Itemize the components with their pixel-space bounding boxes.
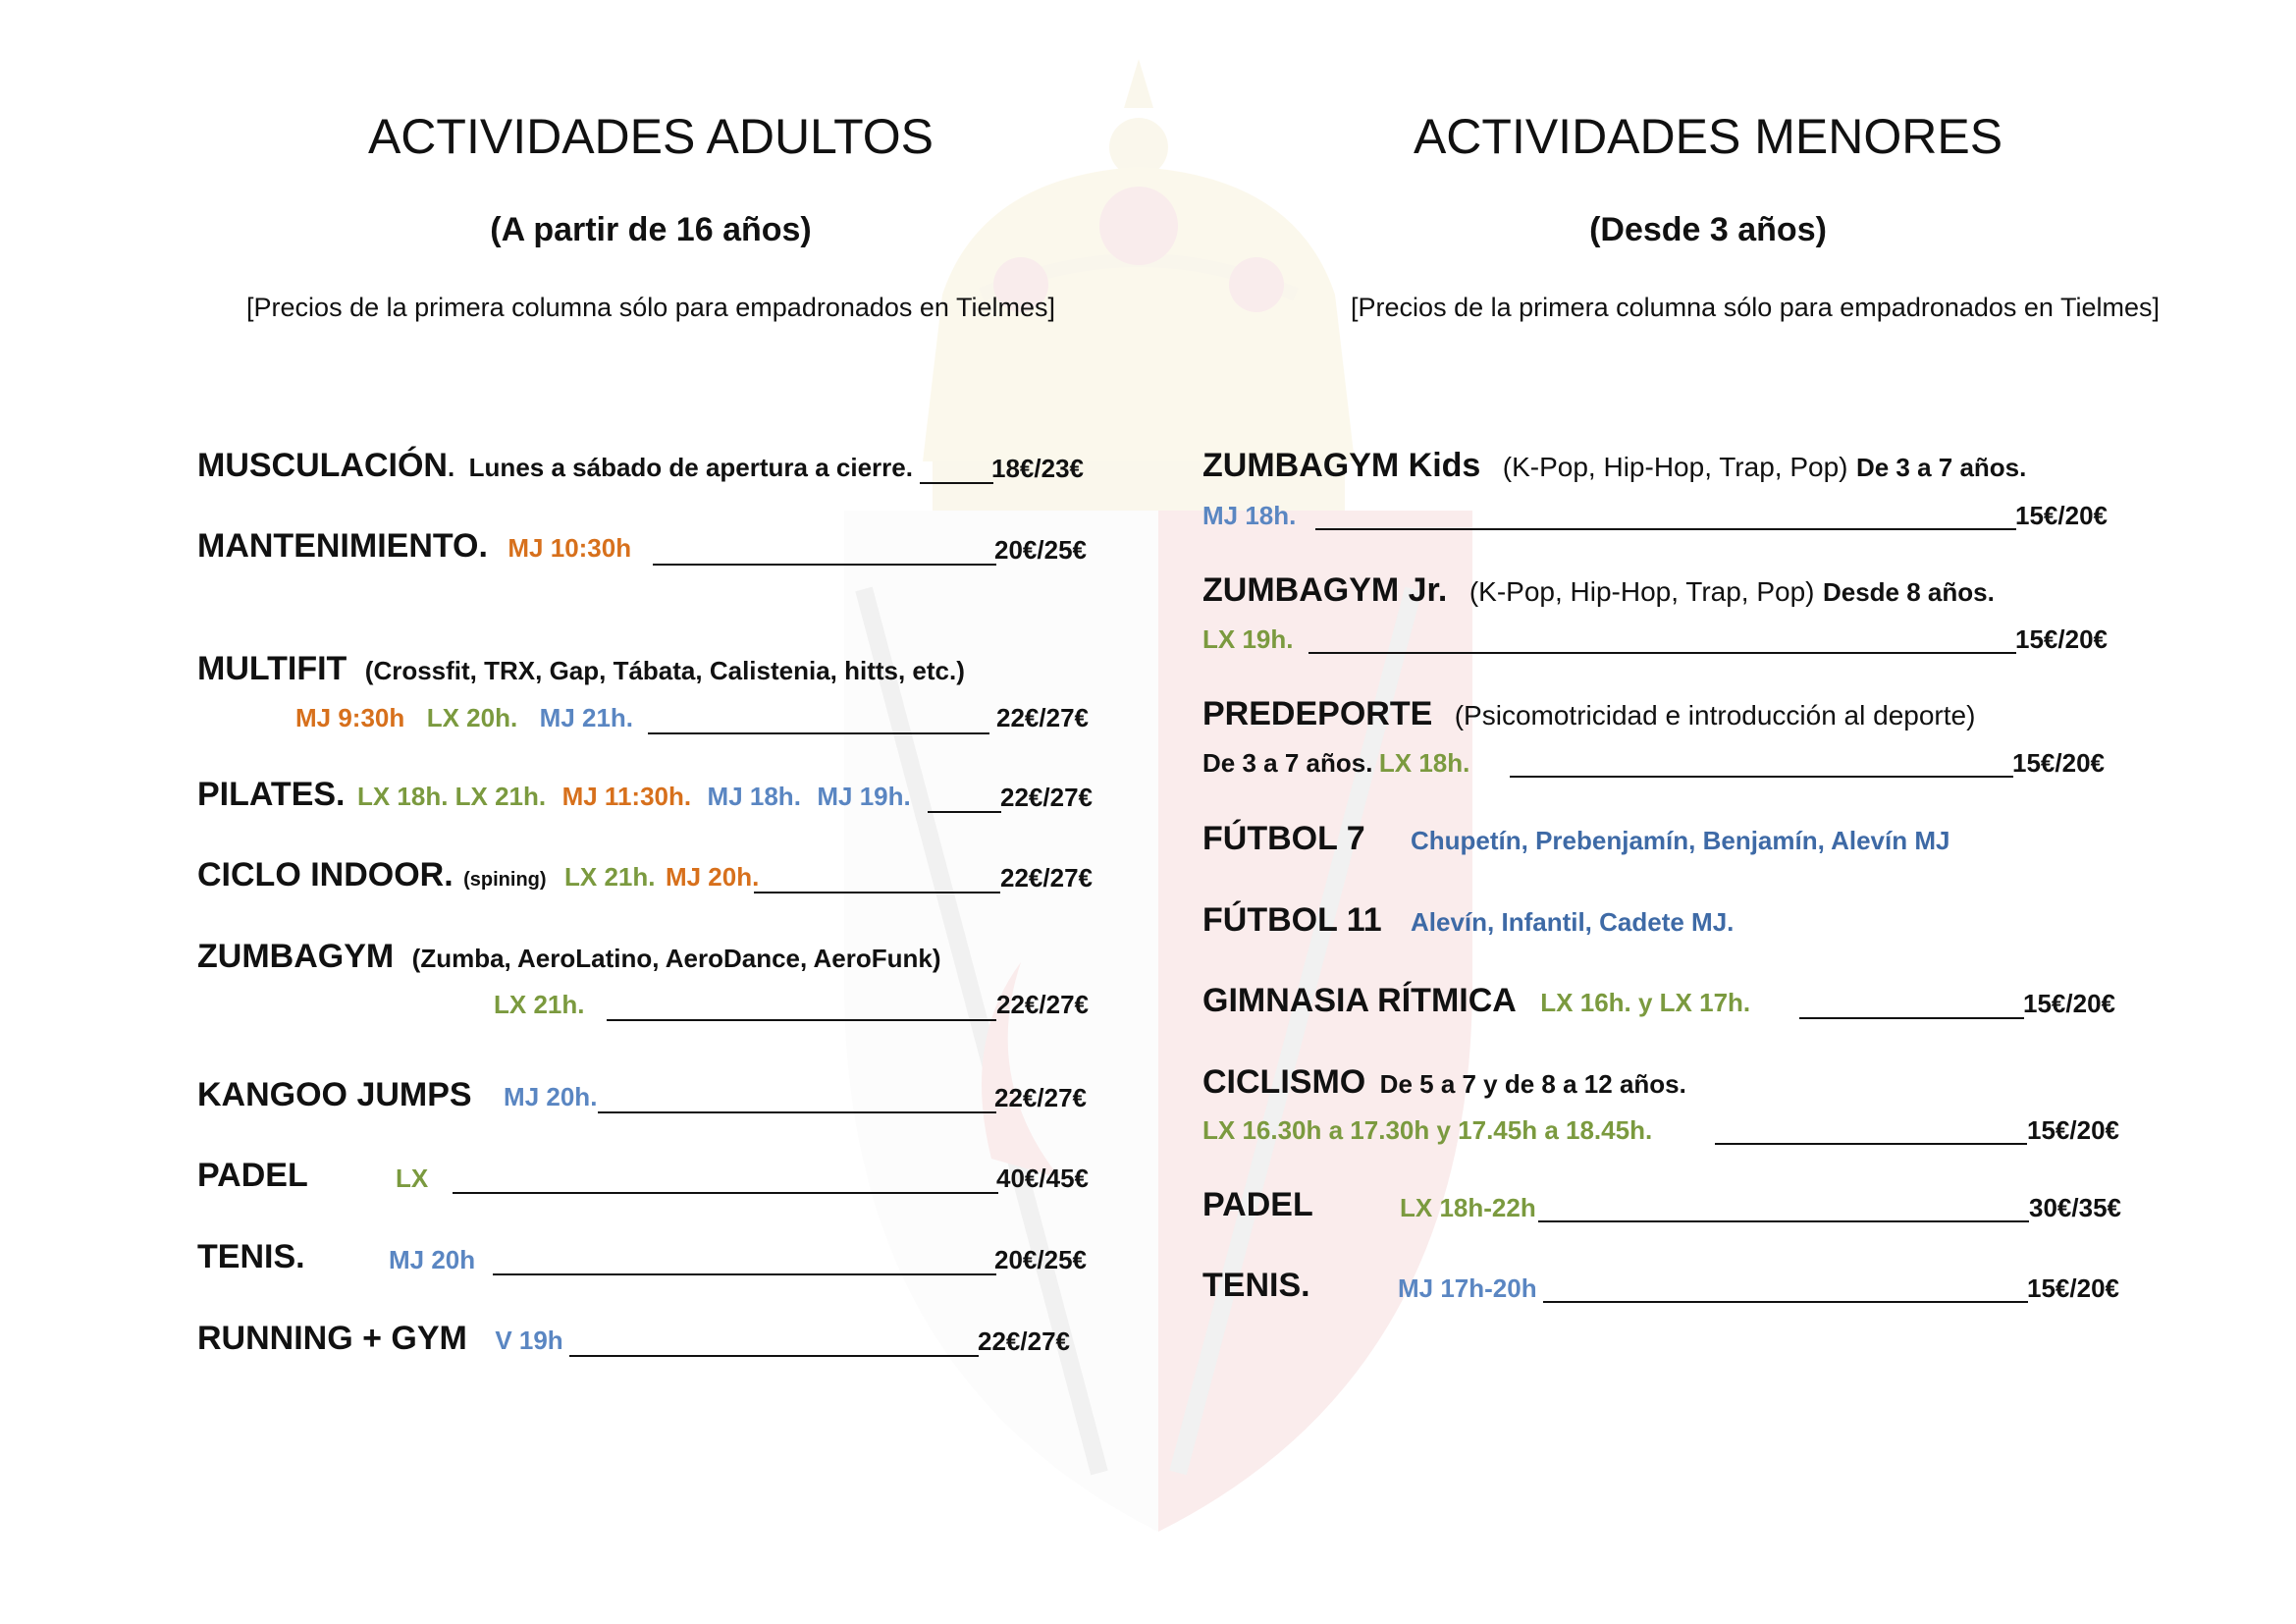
zumbagym-row (197, 938, 940, 976)
ciclismo-row (1202, 1063, 1686, 1102)
zkids-schedule: MJ 18h. (1202, 501, 1297, 530)
pilates-name: PILATES. (197, 776, 346, 813)
zumbagym-desc: (Zumba, AeroLatino, AeroDance, AeroFunk) (411, 944, 941, 973)
ciclo-price: 22€/27€ (1000, 863, 1093, 893)
tenis-menores-line (1543, 1301, 2028, 1303)
zumbagym-name: ZUMBAGYM (197, 938, 395, 975)
tenis-name: TENIS. (197, 1238, 305, 1275)
zjr-line (1308, 652, 2016, 654)
gimnasia-name: GIMNASIA RÍTMICA (1202, 982, 1517, 1019)
tenis-menores-price: 15€/20€ (2027, 1273, 2119, 1303)
padel-name: PADEL (197, 1157, 308, 1194)
tenis-menores-schedule: MJ 17h-20h (1398, 1273, 1537, 1303)
mantenimiento-name: MANTENIMIENTO. (197, 527, 488, 565)
menores-title: ACTIVIDADES MENORES (1413, 109, 2003, 164)
musculacion-price: 18€/23€ (991, 454, 1084, 483)
gimnasia-row (1202, 982, 1750, 1020)
futbol7-cats: Chupetín, Prebenjamín, Benjamín, Alevín MJ (1411, 826, 1950, 855)
ciclo-small: (spining) (463, 869, 547, 891)
musculacion-line (920, 482, 993, 484)
zumbagym-line (607, 1019, 996, 1021)
zkids-line (1315, 528, 2016, 530)
multifit-line (648, 732, 989, 734)
adultos-title: ACTIVIDADES ADULTOS (367, 109, 934, 164)
zjr-schedule: LX 19h. (1202, 624, 1294, 654)
zkids-desc: (K-Pop, Hip-Hop, Trap, Pop) (1502, 452, 1848, 482)
kangoo-row (197, 1076, 597, 1114)
musculacion-desc: Lunes a sábado de apertura a cierre. (468, 453, 913, 482)
padel-menores-row (1202, 1186, 1313, 1224)
tenis-menores-name: TENIS. (1202, 1267, 1310, 1304)
gimnasia-s1: LX 16h. y LX 17h. (1540, 988, 1751, 1017)
pilates-line (928, 811, 1001, 813)
kangoo-price: 22€/27€ (994, 1083, 1087, 1112)
tenis-row (197, 1238, 305, 1276)
multifit-schedule (295, 703, 633, 733)
ciclismo-line (1715, 1143, 2027, 1145)
menores-note: [Precios de la primera columna sólo para empadronados en Tielmes] (1351, 293, 2160, 322)
ciclo-s1: LX 21h. (564, 862, 656, 892)
menores-age: (Desde 3 años) (1589, 211, 1827, 248)
musculacion-punct: . (447, 453, 455, 482)
multifit-price: 22€/27€ (996, 703, 1089, 732)
mantenimiento-line (653, 564, 996, 566)
zkids-price: 15€/20€ (2015, 501, 2108, 530)
futbol7-name: FÚTBOL 7 (1202, 820, 1365, 857)
zumbagym-schedule: LX 21h. (494, 990, 585, 1019)
ciclo-s2: MJ 20h. (665, 862, 760, 892)
pilates-price: 22€/27€ (1000, 783, 1093, 812)
pilates-row (197, 776, 911, 814)
predeporte-line (1510, 776, 2013, 778)
running-price: 22€/27€ (978, 1326, 1070, 1356)
mantenimiento-price: 20€/25€ (994, 535, 1087, 565)
tenis-line (493, 1273, 996, 1275)
ciclismo-name: CICLISMO (1202, 1063, 1366, 1101)
mantenimiento-row (197, 527, 631, 566)
zjr-age: Desde 8 años. (1822, 577, 1995, 607)
running-row (197, 1320, 563, 1358)
multifit-s3: MJ 21h. (539, 703, 634, 732)
multifit-row (197, 650, 965, 688)
ciclo-line (754, 892, 1000, 893)
padel-menores-schedule: LX 18h-22h (1400, 1193, 1536, 1222)
zjr-name: ZUMBAGYM Jr. (1202, 571, 1448, 609)
multifit-s2: LX 20h. (426, 703, 518, 732)
predeporte-age: De 3 a 7 años. (1202, 748, 1373, 778)
padel-schedule: LX (396, 1164, 429, 1193)
gimnasia-price: 15€/20€ (2023, 989, 2115, 1018)
multifit-desc: (Crossfit, TRX, Gap, Tábata, Calistenia, hitts, etc.) (364, 656, 965, 685)
zjr-row (1202, 571, 1995, 610)
running-s1: V 19h (495, 1326, 563, 1355)
padel-row (197, 1157, 308, 1195)
ciclo-name: CICLO INDOOR. (197, 856, 454, 893)
musculacion-name: MUSCULACIÓN (197, 447, 448, 484)
tenis-schedule: MJ 20h (389, 1245, 476, 1274)
ciclismo-price: 15€/20€ (2027, 1115, 2119, 1145)
predeporte-name: PREDEPORTE (1202, 695, 1433, 732)
padel-line (453, 1192, 998, 1194)
zjr-desc: (K-Pop, Hip-Hop, Trap, Pop) (1468, 576, 1815, 607)
tenis-price: 20€/25€ (994, 1245, 1087, 1274)
predeporte-s1: LX 18h. (1378, 748, 1470, 778)
predeporte-price: 15€/20€ (2012, 748, 2105, 778)
mantenimiento-schedule: MJ 10:30h (507, 533, 632, 563)
ciclismo-schedule: LX 16.30h a 17.30h y 17.45h a 18.45h. (1202, 1115, 1653, 1145)
running-name: RUNNING + GYM (197, 1320, 467, 1357)
futbol11-name: FÚTBOL 11 (1202, 901, 1382, 939)
padel-menores-line (1538, 1220, 2029, 1222)
ciclo-row (197, 856, 759, 894)
multifit-name: MULTIFIT (197, 650, 347, 687)
tenis-menores-row (1202, 1267, 1310, 1305)
running-line (569, 1355, 979, 1357)
predeporte-desc: (Psicomotricidad e introducción al deporte) (1454, 700, 1976, 731)
adultos-note: [Precios de la primera columna sólo para empadronados en Tielmes] (246, 293, 1055, 322)
kangoo-s1: MJ 20h. (504, 1082, 598, 1111)
kangoo-line (598, 1111, 996, 1113)
futbol11-row (1202, 901, 1382, 940)
padel-price: 40€/45€ (996, 1164, 1089, 1193)
pilates-s3: MJ 18h. (707, 782, 801, 811)
zkids-row (1202, 447, 2026, 485)
futbol7-row (1202, 820, 1365, 858)
zkids-name: ZUMBAGYM Kids (1202, 447, 1481, 484)
pilates-s4: MJ 19h. (817, 782, 911, 811)
pilates-s2: MJ 11:30h. (561, 782, 692, 811)
padel-menores-name: PADEL (1202, 1186, 1313, 1223)
padel-menores-price: 30€/35€ (2029, 1193, 2121, 1222)
predeporte-sub (1202, 748, 1469, 779)
zjr-price: 15€/20€ (2015, 624, 2108, 654)
ciclismo-age: De 5 a 7 y de 8 a 12 años. (1379, 1069, 1686, 1099)
gimnasia-line (1799, 1017, 2024, 1019)
zkids-age: De 3 a 7 años. (1855, 453, 2027, 482)
adultos-age: (A partir de 16 años) (490, 211, 812, 248)
zumbagym-price: 22€/27€ (996, 990, 1089, 1019)
futbol11-cats: Alevín, Infantil, Cadete MJ. (1411, 907, 1735, 937)
predeporte-row (1202, 695, 1975, 733)
musculacion-row (197, 447, 913, 485)
kangoo-name: KANGOO JUMPS (197, 1076, 472, 1113)
pilates-s1: LX 18h. LX 21h. (356, 782, 547, 811)
multifit-s1: MJ 9:30h (295, 703, 405, 732)
